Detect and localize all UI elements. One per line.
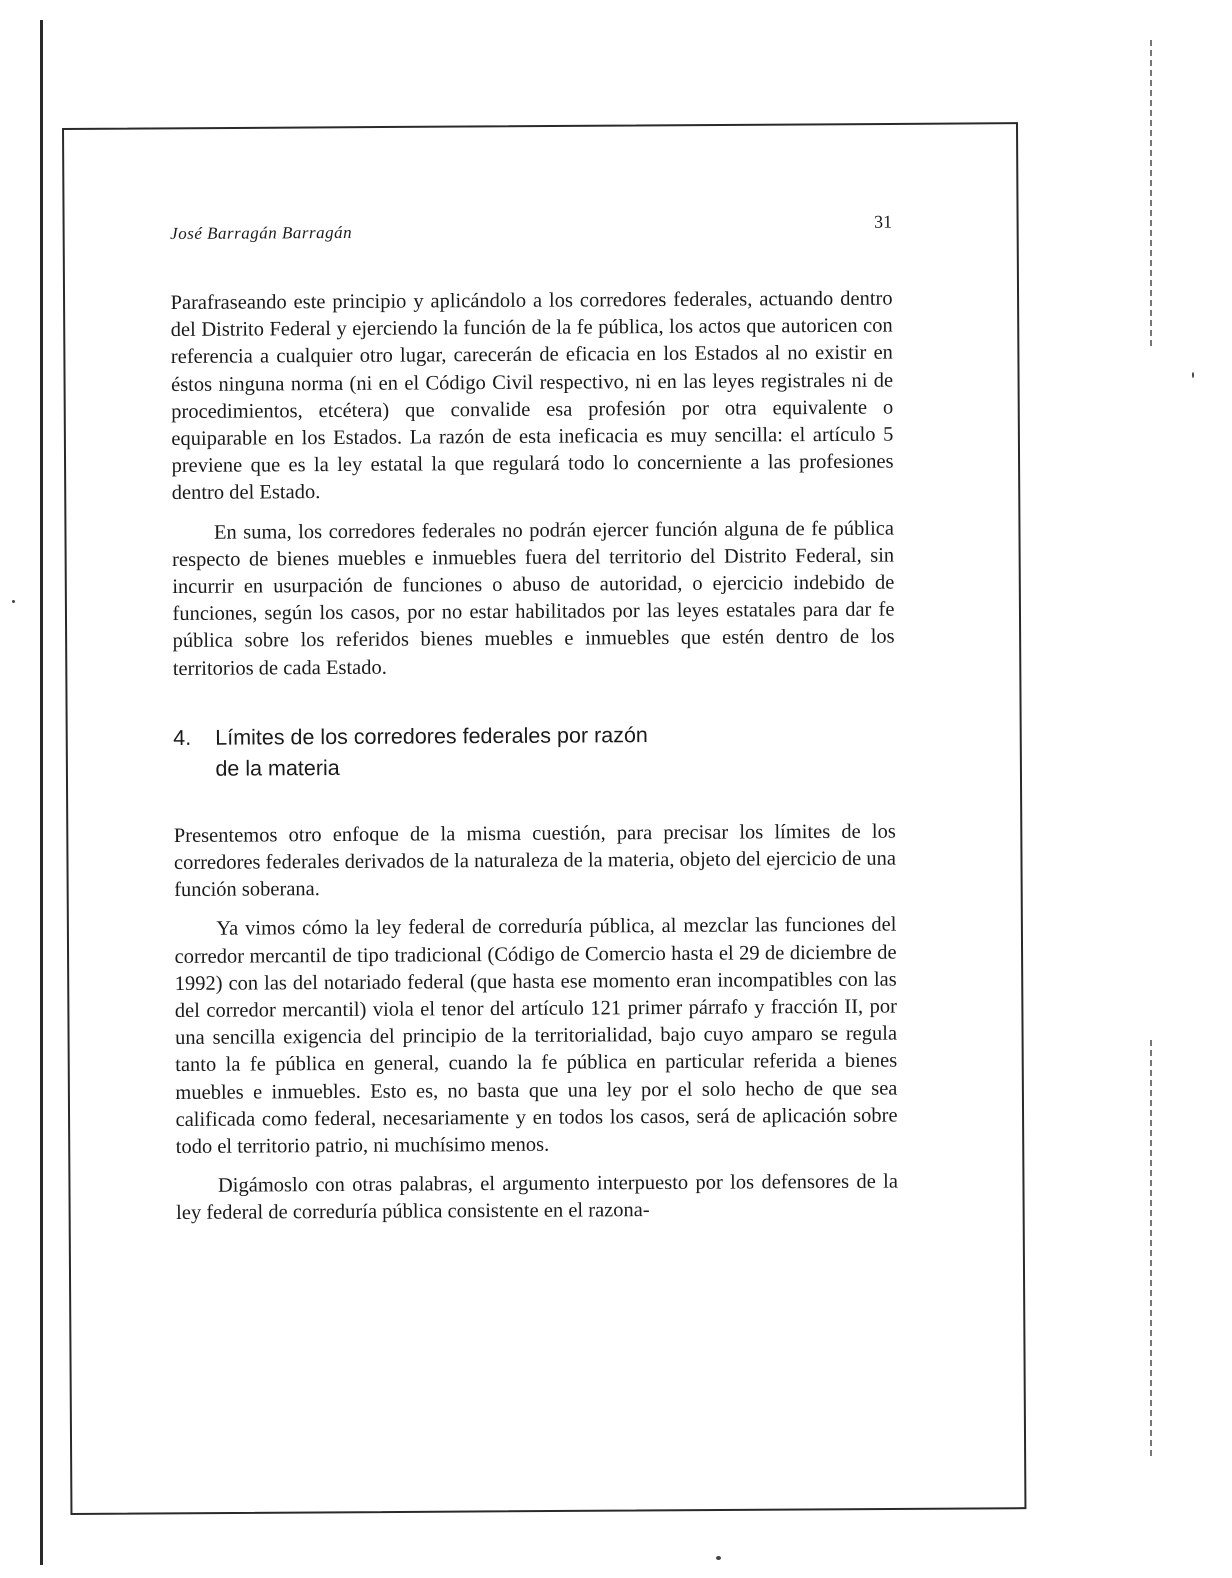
- scan-speck: [716, 1556, 721, 1560]
- paragraph: Presentemos otro enfoque de la misma cuestión, para precisar los límites de los corredores federales derivados de la naturaleza de la materia, objeto del ejercicio de una función soberana.: [173, 820, 897, 902]
- author-name: José Barragán Barragán: [170, 222, 353, 243]
- page-content: [170, 206, 898, 1228]
- running-header: [170, 206, 892, 250]
- section-number: 4.: [173, 725, 192, 750]
- scan-speck: [12, 600, 15, 603]
- scan-artifact-top: [1150, 40, 1152, 350]
- scan-speck: [1192, 372, 1194, 378]
- paragraph: Parafraseando este principio y aplicándolo a los corredores federales, actuando dentro del Distrito Federal y ejerciendo la función de la fe pública, los actos que autoricen con referencia a cualquier otro lugar, carecerán de eficacia en los Estados al no existir en éstos ninguna norma (ni en el Código Civil respectivo, ni en las leyes registrales ni de procedimientos, etcétera) que convalide esa profesión por otra equivalente o equiparable en los Estados. La razón de esta ineficacia es muy sencilla: el artículo 5 previene que es la ley estatal la que regulará todo lo concerniente a las profesiones dentro del Estado.: [170, 287, 894, 505]
- paragraph: En suma, los corredores federales no podrán ejercer función alguna de fe pública respecto de bienes muebles e inmuebles fuera del territorio del Distrito Federal, sin incurrir en usurpación de funciones o abuso de autoridad, o ejercicio indebido de funciones, según los casos, por no estar habilitados por las leyes estatales para dar fe pública sobre los referidos bienes muebles e inmuebles que estén dentro de los territorios de cada Estado.: [172, 517, 895, 680]
- paragraph: Ya vimos cómo la ley federal de correduría pública, al mezclar las funciones del corredor mercantil de tipo tradicional (Código de Comercio hasta el 29 de diciembre de 1992) con las del notariado federal (que hasta ese momento eran incompatibles con las del corredor mercantil) viola el tenor del artículo 121 primer párrafo y fracción II, por una sencilla exigencia del principio de la territorialidad, bajo cuyo amparo se regula tanto la fe pública en general, cuando la fe pública en particular referida a bienes muebles e inmuebles. Esto es, no basta que una ley por el solo hecho de que sea calificada como federal, necesariamente y en todos los casos, será de aplicación sobre todo el territorio patrio, ni muchísimo menos.: [174, 914, 898, 1159]
- page-number: 31: [874, 211, 893, 232]
- paragraph: Digámoslo con otras palabras, el argumento interpuesto por los defensores de la ley federal de correduría pública consistente en el razona-: [176, 1170, 899, 1225]
- section-heading: [173, 718, 895, 784]
- scan-artifact-bottom: [1150, 1040, 1152, 1460]
- section-title: Límites de los corredores federales por razón de la materia: [215, 722, 648, 781]
- binding-edge: [40, 20, 43, 1565]
